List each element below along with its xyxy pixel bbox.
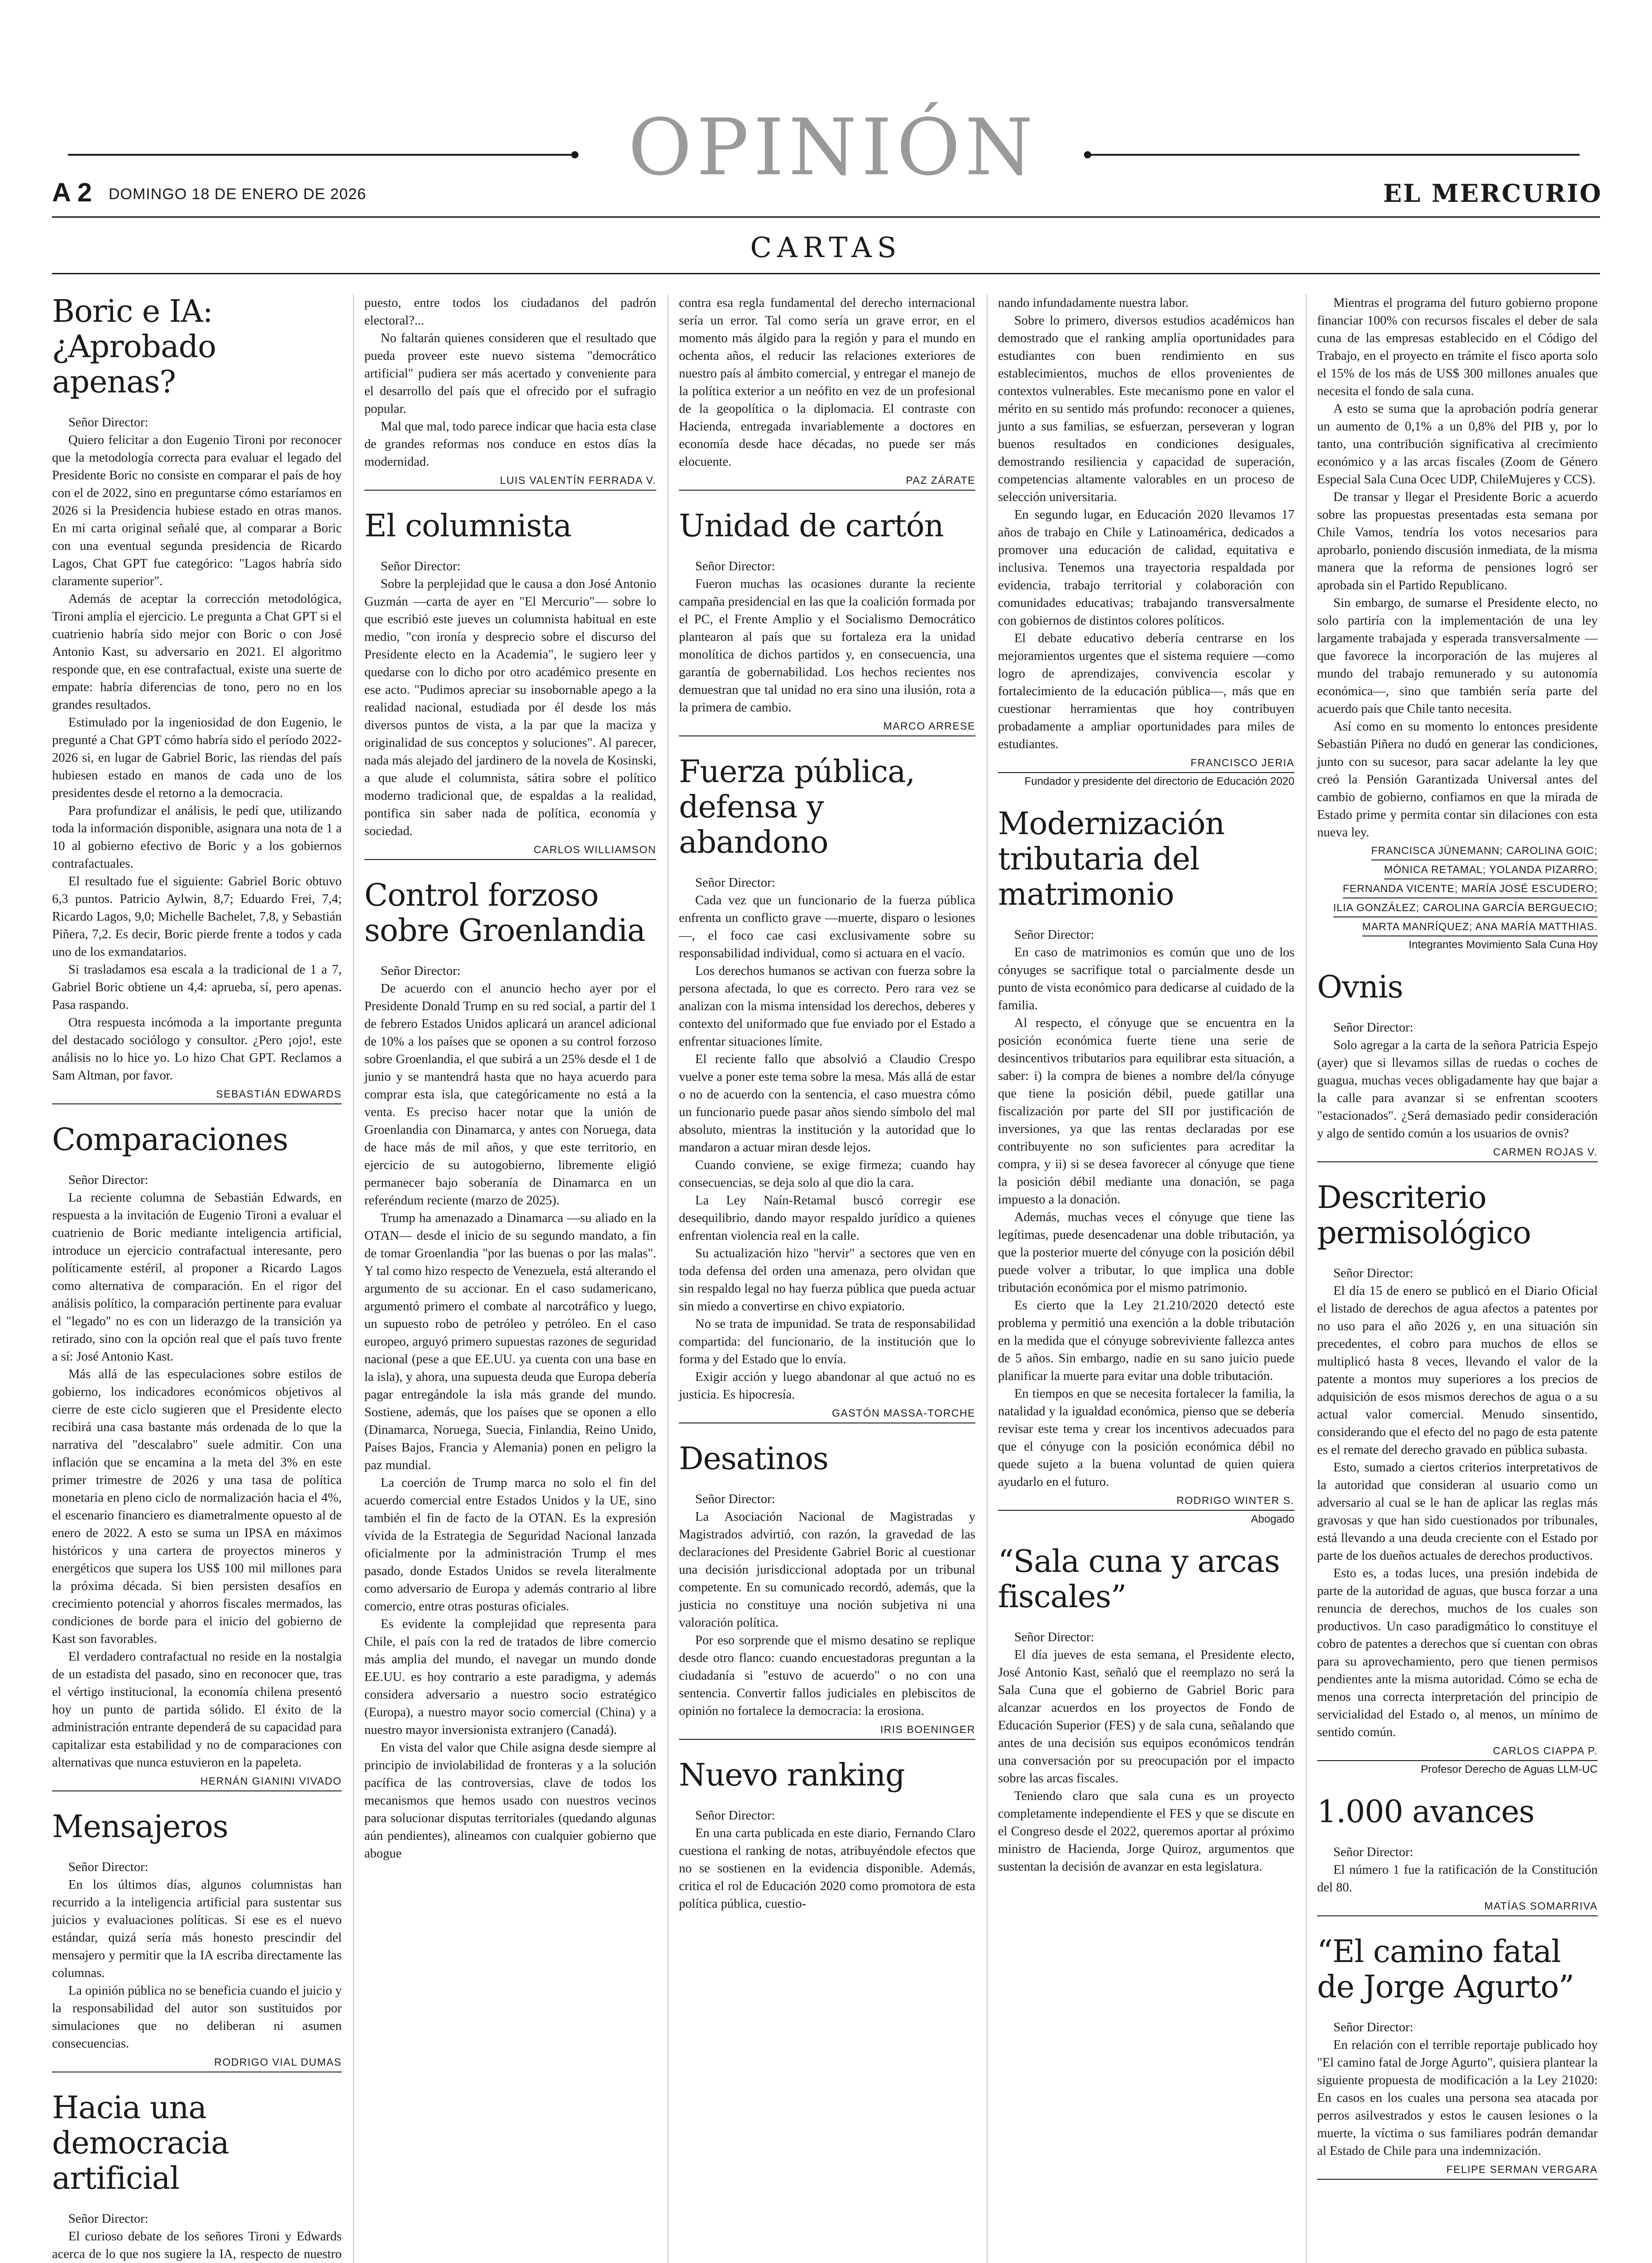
letter-paragraph: Teniendo claro que sala cuna es un proyecto completamente independiente el FES y que se discute en el Congreso desde el 2022, queremos aportar al próximo ministro de Hacienda, Jorge Quiroz, argumentos que sustentan la decisión de avanzar en esta legislatura. <box>998 1789 1294 1874</box>
signers-list <box>1317 841 1598 936</box>
letter-paragraph: Estimulado por la ingeniosidad de don Eugenio, le pregunté a Chat GPT cómo habría sido el período 2022-2026 si, en lugar de Gabriel Boric, las riendas del país hubiesen estado en manos de cada uno de los presidentes desde el retorno a la democracia. <box>52 716 342 800</box>
letter-paragraph: El día 15 de enero se publicó en el Diario Oficial el listado de derechos de agua afectos a patentes por no uso para el año 2026 y, en una situación sin precedentes, el cobro para muchos de ellos se multiplicó hasta 8 veces, llevando el valor de la patente a montos muy superiores a los precios de adquisición de esos mismos derechos de agua o a su actual valor comercial. Menudo sinsentido, considerando que el efecto del no pago de esta patente es el remate del derecho gravado en pública subasta. <box>1317 1284 1598 1457</box>
letter-paragraph: Para profundizar el análisis, le pedí que, utilizando toda la información disponible, asignara una nota de 1 a 10 al gobierno efectivo de Boric y a los gobiernos contrafactuales. <box>52 804 342 871</box>
letter-paragraph: En tiempos en que se necesita fortalecer la familia, la natalidad y la igualdad económica, pienso que se debería revisar este tema y crear los incentivos adecuados para que el cónyuge con la posición económica débil no quede sujeto a la buena voluntad de quien quiera ayudarlo en el futuro. <box>998 1387 1294 1489</box>
letter-paragraph: De acuerdo con el anuncio hecho ayer por el Presidente Donald Trump en su red social, a partir del 1 de febrero Estados Unidos aplicará un arancel adicional de 10% a los países que se oponen a su control forzoso sobre Groenlandia, el que subirá a un 25% desde el 1 de junio y se mantendrá hasta que no haya acuerdo para comprar esta isla, que categóricamente no está a la venta. Es preciso hacer notar que la unión de Groenlandia con Dinamarca, y antes con Noruega, data de hace más de mil años, y que este territorio, en ejercicio de su autogobierno, libremente eligió permanecer bajo soberanía de Dinamarca en un referéndum reciente (marzo de 2025). <box>364 982 656 1208</box>
letter-paragraph: El curioso debate de los señores Tironi y Edwards acerca de lo que nos sugiere la IA, respecto de nuestro <box>52 2230 342 2261</box>
salutation: Señor Director: <box>68 1860 148 1874</box>
letter-signature: RODRIGO WINTER S. <box>998 1494 1294 1511</box>
column-3 <box>679 294 975 1913</box>
masthead-rule-left <box>68 154 575 156</box>
letter-paragraph: A esto se suma que la aprobación podría generar un aumento de 0,1% a un 0,8% del PIB y, por lo tanto, una contribución significativa al crecimiento económico y a las arcas fiscales (Zoom de Género Especial Sala Cuna Ocec UDP, ChileMujeres y CCS). <box>1317 402 1598 487</box>
letter-continuation <box>364 294 656 491</box>
letter-paragraph: El número 1 fue la ratificación de la Constitución del 80. <box>1317 1863 1598 1895</box>
letter-paragraph: Los derechos humanos se activan con fuerza sobre la persona afectada, lo que es correcto. Pero rara vez se analizan con la misma intensidad los derechos, deberes y contexto del uniformado que fue enviado por el Estado a enfrentar situaciones límite. <box>679 964 975 1049</box>
letter-paragraph: Por eso sorprende que el mismo desatino se replique desde otro flanco: cuando encuestadoras preguntan a la ciudadanía si "estuvo de acuerdo" o no con una sentencia. Convertir fallos judiciales en plebiscitos de opinión no fortalece la democracia: la erosiona. <box>679 1633 975 1718</box>
letter-paragraph: Solo agregar a la carta de la señora Patricia Espejo (ayer) que si llevamos sillas de ruedas o coches de guagua, muchas veces obligadamente hay que bajar a la calle para avanzar si se enfrentan scooters "estacionados". ¿Será demasiado pedir consideración y algo de sentido común a los usuarios de ovnis? <box>1317 1038 1598 1141</box>
letter-paragraph: El día jueves de esta semana, el Presidente electo, José Antonio Kast, señaló que el reemplazo no será la Sala Cuna que el gobierno de Gabriel Boric para alcanzar acuerdos en los proyectos de Fondo de Educación Superior (FES) y de sala cuna, señalando que antes de una decisión sus equipos económicos tendrán una conversación por su preocupación por el impacto sobre las arcas fiscales. <box>998 1648 1294 1786</box>
letter-paragraph: La opinión pública no se beneficia cuando el juicio y la responsabilidad del autor son sustituidos por simulaciones que no deliberan ni asumen consecuencias. <box>52 1984 342 2051</box>
header-rule-top <box>52 216 1600 218</box>
salutation: Señor Director: <box>68 415 148 430</box>
letter-continuation <box>679 294 975 491</box>
letter-paragraph: Sobre lo primero, diversos estudios académicos han demostrado que el ranking amplía oportunidades para estudiantes con buen rendimiento en sus establecimientos, muchos de ellos provenientes de contextos vulnerables. Este mecanismo pone en valor el mérito en su sentido más profundo: reconocer a quienes, junto a sus familias, se esfuerzan, perseveran y logran buenos resultados en condiciones desiguales, demostrando resiliencia y capacidad de superación, competencias altamente valorables en un proceso de selección universitaria. <box>998 314 1294 504</box>
salutation: Señor Director: <box>1333 1845 1413 1859</box>
letter <box>679 1758 975 1913</box>
letter <box>52 1122 342 1791</box>
letter-paragraph: Mientras el programa del futuro gobierno propone financiar 100% con recursos fiscales el deber de sala cuna de las empresas establecido en el Código del Trabajo, en el proyecto en trámite el fisco aporta solo el 15% de los más de US$ 300 millones anuales que necesita el fondo de sala cuna. <box>1317 296 1598 398</box>
letter-paragraph: No faltarán quienes consideren que el resultado que pueda proveer este nuevo sistema "democrático artificial" pudiera ser más acertado y conveniente para el desarrollo del país que el ofrecido por el sufragio popular. <box>364 331 656 416</box>
letter-title: Nuevo ranking <box>679 1757 905 1793</box>
letter-signature: PAZ ZÁRATE <box>679 473 975 491</box>
letter-title: Descriterio permisológico <box>1317 1180 1531 1251</box>
letter-paragraph: En relación con el terrible reportaje publicado hoy "El camino fatal de Jorge Agurto", quisiera plantear la siguiente propuesta de modificación a la Ley 21020: En casos en los cuales una persona sea atacada por perros asilvestrados y estos le causen lesiones o la muerte, la víctima o sus familiares podrán demandar al Estado de Chile para una indemnización. <box>1317 2038 1598 2158</box>
letter-paragraph: Más allá de las especulaciones sobre estilos de gobierno, los indicadores económicos objetivos al cierre de este ciclo sugieren que el Presidente electo recibirá una casa bastante más ordenada de lo que la narrativa del "descalabro" suele admitir. Con una inflación que se encamina a la meta del 3% en este primer trimestre de 2026 y una tasa de política monetaria en pleno ciclo de normalización hacia el 4%, el escenario financiero es diametralmente opuesto al de enero de 2022. A esto se suma un IPSA en máximos históricos y una cartera de proyectos mineros y energéticos que supera los US$ 100 mil millones para la próxima década. Si bien persisten desafíos en crecimiento potencial y ahorros fiscales mermados, las condiciones de borde para el inicio del gobierno de Kast son favorables. <box>52 1367 342 1646</box>
salutation: Señor Director: <box>1333 2020 1413 2034</box>
letter-paragraph: De transar y llegar el Presidente Boric a acuerdo sobre las propuestas presentadas esta semana por Chile Vamos, tendría los votos necesarios para aprobarlo, poniendo discusión inmediata, de la misma manera que la reforma de pensiones logró ser aprobada sin el Partido Republicano. <box>1317 490 1598 592</box>
letter-paragraph: El verdadero contrafactual no reside en la nostalgia de un estadista del pasado, sino en reconocer que, tras el vértigo institucional, la economía chilena presentó hoy un punto de partida sólido. El éxito de la administración entrante dependerá de su capacidad para capitalizar esta estabilidad y no de comparaciones con alternativas que nunca estuvieron en la papeleta. <box>52 1650 342 1770</box>
letter-paragraph: Mal que mal, todo parece indicar que hacia esta clase de grandes reformas nos conduce en estos días la modernidad. <box>364 420 656 469</box>
letter-paragraph: Quiero felicitar a don Eugenio Tironi por reconocer que la metodología correcta para evaluar el legado del Presidente Boric no consiste en comparar el país de hoy con el de 2022, sino en preguntarse cómo estaríamos en 2026 si la Presidencia hubiese estado en otras manos. En mi carta original señalé que, al comparar a Boric con una eventual segunda presidencia de Ricardo Lagos, Chat GPT fue categórico: "Lagos habría sido claramente superior". <box>52 433 342 588</box>
letter-paragraph: En una carta publicada en este diario, Fernando Claro cuestiona el ranking de notas, atribuyéndole efectos que no se sostienen en la evidencia disponible. Además, critica el rol de Educación 2020 como promotora de esta política pública, cuestio- <box>679 1826 975 1911</box>
page-number: A 2 <box>52 178 92 207</box>
letter-paragraph: En vista del valor que Chile asigna desde siempre al principio de inviolabilidad de fronteras y a la solución pacífica de las controversias, clave de todos los mecanismos que hemos usado con nuestros vecinos para solucionar disputas territoriales (quedando algunas aún pendientes), alineamos con cualquier gobierno que abogue <box>364 1741 656 1861</box>
salutation: Señor Director: <box>381 559 461 573</box>
letter <box>679 509 975 736</box>
letter-paragraph: En segundo lugar, en Educación 2020 llevamos 17 años de trabajo en Chile y Latinoamérica, dedicados a promover una educación de calidad, equitativa e inclusiva. Tenemos una trayectoria respaldada por evidencia, trabajo territorial y colaboración con comunidades educativas; trabajando transversalmente con gobiernos de distintos colores políticos. <box>998 508 1294 628</box>
letter-paragraph: nando infundadamente nuestra labor. <box>998 296 1189 310</box>
letter-paragraph: No se trata de impunidad. Se trata de responsabilidad compartida: del funcionario, de la institución que lo forma y del Estado que lo envía. <box>679 1317 975 1366</box>
letter-paragraph: Esto es, a todas luces, una presión indebida de parte de la autoridad de aguas, que busca forzar a una renuncia de derechos, muchos de los cuales son productivos. Un caso paradigmático lo constituye el cobro de patentes a derechos que sí cuentan con obras para su aprovechamiento, pero que tienen permisos pendientes ante la misma autoridad. Cómo se echa de menos una correcta interpretación del principio de servicialidad del Estado o, al menos, un mínimo de sentido común. <box>1317 1566 1598 1739</box>
letter <box>52 1809 342 2072</box>
column-2 <box>364 294 656 1862</box>
letter <box>679 1442 975 1740</box>
letter <box>364 509 656 860</box>
salutation: Señor Director: <box>68 2212 148 2226</box>
letter-paragraph: La coerción de Trump marca no solo el fin del acuerdo comercial entre Estados Unidos y la UE, sino también el fin de facto de la OTAN. Es la expresión vívida de la Estrategia de Seguridad Nacional lanzada oficialmente por la administración Trump el mes pasado, donde Estados Unidos se revela literalmente como adversario de Europa y además contrario al libre comercio, entre otras posturas oficiales. <box>364 1476 656 1614</box>
letter-title: Modernización tributaria del matrimonio <box>998 806 1225 912</box>
letter-paragraph: Esto, sumado a ciertos criterios interpretativos de la autoridad que consideran al usuario como un adversario al cual se le han de aplicar las reglas más gravosas y que han sido cuestionados por tribunales, está llevando a una deuda creciente con el Estado por parte de los dueños actuales de derechos productivos. <box>1317 1461 1598 1563</box>
letter <box>1317 1795 1598 1916</box>
letter-paragraph: Exigir acción y luego abandonar al que actuó no es justicia. Es hipocresía. <box>679 1370 975 1402</box>
letter-title: “Sala cuna y arcas fiscales” <box>998 1544 1280 1615</box>
letter-signature: FRANCISCO JERIA <box>998 756 1294 773</box>
signer-line: ILIA GONZÁLEZ; CAROLINA GARCÍA BERGUECIO; <box>1333 898 1598 917</box>
letter-paragraph: Trump ha amenazado a Dinamarca —su aliado en la OTAN— desde el inicio de su segundo mandato, a fin de tomar Groenlandia "por las buenas o por las malas". Y tal como hizo respecto de Venezuela, está alterando el argumento de su accionar. En el caso sudamericano, argumentó primero el combate al narcotráfico y luego, un supuesto robo de petróleo y petróleo. En el caso europeo, arguyó primero supuestas razones de seguridad nacional (pese a que EE.UU. ya cuenta con una base en la isla), y ahora, una supuesta deuda que Europa debería pagar entregándole la isla más grande del mundo. Sostiene, además, que los países que se oponen a ello (Dinamarca, Noruega, Suecia, Finlandia, Reino Unido, Países Bajos, Francia y Alemania) ponen en peligro la paz mundial. <box>364 1211 656 1472</box>
salutation: Señor Director: <box>1333 1266 1413 1280</box>
signer-line: MÓNICA RETAMAL; YOLANDA PIZARRO; <box>1384 860 1598 879</box>
masthead-rule-right <box>1086 154 1580 156</box>
signer-affiliation: Fundador y presidente del directorio de Educación 2020 <box>1024 775 1294 788</box>
letter-signature: LUIS VALENTÍN FERRADA V. <box>364 473 656 491</box>
letter-paragraph: Fueron muchas las ocasiones durante la reciente campaña presidencial en las que la coalición formada por el PC, el Frente Amplio y el Socialismo Democrático plantearon al país que su fortaleza era la unidad monolítica de dichos partidos y, en consecuencia, una garantía de gobernabilidad. Los hechos recientes nos demuestran que tal unidad no era sino una ilusión, rota a la primera de cambio. <box>679 577 975 715</box>
column-4 <box>998 294 1294 1876</box>
letter-paragraph: El debate educativo debería centrarse en los mejoramientos urgentes que el sistema requiere —como logro de aprendizajes, convivencia escolar y fortalecimiento de la educación pública—, más que en cuestionar herramientas que hoy contribuyen probadamente a ampliar oportunidades para miles de estudiantes. <box>998 631 1294 751</box>
column-5 <box>1317 294 1598 2180</box>
letter-title: 1.000 avances <box>1317 1794 1534 1830</box>
letter-paragraph: El reciente fallo que absolvió a Claudio Crespo vuelve a poner este tema sobre la mesa. Más allá de estar o no de acuerdo con la sentencia, el caso muestra cómo un funcionario puede pasar años siendo símbolo del mal absoluto, mientras la institución y la autoridad que lo mandaron a actuar miran desde lejos. <box>679 1052 975 1155</box>
letter-paragraph: Otra respuesta incómoda a la importante pregunta del destacado sociólogo y consultor. ¿Pero ¡ojo!, este análisis no lo hice yo. Lo hizo Chat GPT. Reclamos a Sam Altman, por favor. <box>52 1016 342 1083</box>
subsection-title: CARTAS <box>750 231 902 264</box>
newspaper-name: EL MERCURIO <box>1383 179 1602 208</box>
signer-affiliation: Abogado <box>1251 1513 1294 1525</box>
signer-affiliation: Integrantes Movimiento Sala Cuna Hoy <box>1408 939 1598 951</box>
signer-line: FRANCISCA JÜNEMANN; CAROLINA GOIC; <box>1371 841 1598 860</box>
salutation: Señor Director: <box>695 876 775 890</box>
column-divider <box>1306 294 1307 2263</box>
letter-signature: HERNÁN GIANINI VIVADO <box>52 1774 342 1791</box>
section-title: OPINIÓN <box>628 102 1038 193</box>
salutation: Señor Director: <box>381 964 461 978</box>
letter-signature: MATÍAS SOMARRIVA <box>1317 1899 1598 1916</box>
letter-paragraph: Además, muchas veces el cónyuge que tiene las legítimas, puede desencadenar una doble tributación, ya que la posterior muerte del cónyuge con la posición débil puede volver a tributar, lo que implica una doble tributación económica por el mismo patrimonio. <box>998 1210 1294 1295</box>
header-rule-bottom <box>52 273 1600 274</box>
letter-signature: FELIPE SERMAN VERGARA <box>1317 2163 1598 2180</box>
letter-title: Unidad de cartón <box>679 508 944 544</box>
letter-paragraph: Cuando conviene, se exige firmeza; cuando hay consecuencias, se deja solo al que dio la cara. <box>679 1158 975 1190</box>
salutation: Señor Director: <box>695 559 775 573</box>
letter-paragraph: Al respecto, el cónyuge que se encuentra en la posición económica fuerte tiene una serie de desincentivos tributarios para equilibrar esta situación, a saber: i) la compra de bienes a nombre del/la cónyuge que tiene la posición débil, puede gatillar una fiscalización por parte del SII por justificación de inversiones, ya que las rentas declaradas por ese contribuyente no son suficientes para acreditar la compra, y ii) si se desea favorecer al cónyuge que tiene la posición débil mediante una donación, se paga impuesto a la donación. <box>998 1016 1294 1207</box>
letter-paragraph: contra esa regla fundamental del derecho internacional sería un error. Tal como sería un grave error, en el momento más álgido para la región y para el mundo en ochenta años, el reducir las relaciones exteriores de nuestro país al ámbito comercial, y entregar el manejo de la política exterior a un neófito en vez de un profesional de la geopolítica o la diplomacia. El contraste con Hacienda, entregada invariablemente a doctores en economía desde hace décadas, no puede ser más elocuente. <box>679 296 975 469</box>
letter-paragraph: La Asociación Nacional de Magistradas y Magistrados advirtió, con razón, la gravedad de las declaraciones del Presidente Gabriel Boric al cuestionar una decisión jurisdiccional adoptada por un tribunal competente. En su comunicado recordó, además, que la justicia no constituye una noción subjetiva ni una valoración política. <box>679 1510 975 1630</box>
letter-paragraph: Sin embargo, de sumarse el Presidente electo, no solo partiría con la implementación de una ley largamente trabajada y esperada transversalmente —que favorece la incorporación de las mujeres al mundo del trabajo remunerado y su autonomía económica—, sino que también sería parte del acuerdo país que Chile tanto necesita. <box>1317 596 1598 716</box>
letter <box>1317 970 1598 1162</box>
salutation: Señor Director: <box>1014 928 1094 942</box>
letter-signature: MARCO ARRESE <box>679 719 975 736</box>
letter-paragraph: En caso de matrimonios es común que uno de los cónyuges se sacrifique total o parcialmente desde un punto de vista económico para dedicarse al cuidado de la familia. <box>998 945 1294 1012</box>
salutation: Señor Director: <box>68 1173 148 1187</box>
letter-continuation <box>998 294 1294 788</box>
letter-paragraph: Además de aceptar la corrección metodológica, Tironi amplía el ejercicio. Le pregunta a Chat GPT si el cuatrienio habría sido mejor con Boric o con José Antonio Kast, su adversario en 2021. El algoritmo responde que, en ese contrafactual, existe una suerte de empate: habría diferencias de tono, pero no en los grandes resultados. <box>52 592 342 712</box>
salutation: Señor Director: <box>695 1809 775 1823</box>
masthead-dot-left <box>571 151 578 158</box>
letter <box>998 1544 1294 1876</box>
letter-paragraph: La reciente columna de Sebastián Edwards, en respuesta a la invitación de Eugenio Tironi a evaluar el cuatrienio de Boric mediante inteligencia artificial, introduce un ejercicio contrafactual interesante, pero políticamente estéril, al proponer a Ricardo Lagos como alternativa de comparación. En el rigor del análisis político, la comparación pertinente para evaluar el "legado" no es con un liderazgo de la transición ya retirado, sino con la opción real que el país tuvo frente a sí: José Antonio Kast. <box>52 1191 342 1364</box>
letter-title: Boric e IA: ¿Aprobado apenas? <box>52 294 216 400</box>
letter-signature: RODRIGO VIAL DUMAS <box>52 2055 342 2072</box>
letter <box>998 807 1294 1526</box>
salutation: Señor Director: <box>695 1492 775 1506</box>
letter <box>679 754 975 1423</box>
letter-signature: SEBASTIÁN EDWARDS <box>52 1087 342 1104</box>
letter-paragraph: El resultado fue el siguiente: Gabriel Boric obtuvo 6,3 puntos. Patricio Aylwin, 8,7; Eduardo Frei, 7,4; Ricardo Lagos, 9,0; Michelle Bachelet, 7,8, y Sebastián Piñera, 7,2. Es decir, Boric pierde frente a todos y cada uno de los exmandatarios. <box>52 874 342 959</box>
letter-signature: CARLOS WILLIAMSON <box>364 843 656 860</box>
letter-title: Ovnis <box>1317 969 1403 1005</box>
letter <box>52 294 342 1104</box>
letter-paragraph: puesto, entre todos los ciudadanos del padrón electoral?... <box>364 296 656 328</box>
letter-paragraph: Así como en su momento lo entonces presidente Sebastián Piñera no dudó en generar las condiciones, junto con su sucesor, para sacar adelante la ley que creó la Pensión Garantizada Universal antes del cambio de gobierno, confiamos en que la mirada de Estado prime y permita contar sin dilaciones con esta nueva ley. <box>1317 720 1598 840</box>
letter-paragraph: Es evidente la complejidad que representa para Chile, el país con la red de tratados de libre comercio más amplia del mundo, el navegar un mundo donde EE.UU. es hoy contrario a este paradigma, y además considera adversario a nuestro socio estratégico (Europa), a nuestro mayor socio comercial (China) y a nuestro mayor inversionista extranjero (Canadá). <box>364 1617 656 1737</box>
edition-date: DOMINGO 18 DE ENERO DE 2026 <box>109 186 367 203</box>
salutation: Señor Director: <box>1014 1630 1094 1644</box>
letter-signature: IRIS BOENINGER <box>679 1723 975 1740</box>
letter-title: Mensajeros <box>52 1809 228 1845</box>
letter-title: Control forzoso sobre Groenlandia <box>364 878 645 949</box>
signer-line: MARTA MANRÍQUEZ; ANA MARÍA MATTHIAS. <box>1362 917 1598 936</box>
letter-paragraph: Sobre la perplejidad que le causa a don José Antonio Guzmán —carta de ayer en "El Mercurio"— sobre lo que escribió este jueves un columnista habitual en este medio, "con ironía y desprecio sobre el discurso del Presidente electo en la Academia", le sugiero leer y quedarse con lo dicho por otro académico presente en ese acto. "Pudimos apreciar su insobornable apego a la realidad nacional, estudiada por él desde los más diversos puntos de vista, a la par que la maciza y originalidad de sus conceptos y soluciones". Al parecer, nada más alejado del jardinero de la novela de Kosinski, a que alude el columnista, sátira sobre el político moderno tradicional que, de espaldas a la realidad, pontifica sin saber nada de política, economía y sociedad. <box>364 577 656 838</box>
column-divider <box>987 294 988 2263</box>
letter-title: “El camino fatal de Jorge Agurto” <box>1317 1934 1574 2005</box>
column-divider <box>353 294 354 2263</box>
letter <box>364 878 656 1862</box>
signer-affiliation: Profesor Derecho de Aguas LLM-UC <box>1421 1763 1598 1776</box>
letter-signature: GASTÓN MASSA-TORCHE <box>679 1406 975 1423</box>
letter-signature: CARMEN ROJAS V. <box>1317 1145 1598 1162</box>
letter-paragraph: En los últimos días, algunos columnistas han recurrido a la inteligencia artificial para sustentar sus juicios y evaluaciones políticas. Si ese es el nuevo estándar, quizá sería más honesto prescindir del mensajero y permitir que la IA escriba directamente las columnas. <box>52 1878 342 1980</box>
column-1 <box>52 294 342 2263</box>
letter-paragraph: Cada vez que un funcionario de la fuerza pública enfrenta un conflicto grave —muerte, disparo o lesiones—, el foco cae casi exclusivamente sobre su responsabilidad individual, como si actuara en el vacío. <box>679 893 975 960</box>
letter <box>1317 1934 1598 2180</box>
letter-paragraph: Si trasladamos esa escala a la tradicional de 1 a 7, Gabriel Boric obtiene un 4,4: aprueba, sí, pero apenas. Pasa raspando. <box>52 963 342 1012</box>
letter-title: Fuerza pública, defensa y abandono <box>679 754 915 860</box>
letter-signature: CARLOS CIAPPA P. <box>1317 1744 1598 1761</box>
letter-paragraph: La Ley Naín-Retamal buscó corregir ese desequilibrio, dando mayor respaldo jurídico a quienes enfrentan violencia real en la calle. <box>679 1194 975 1243</box>
letter-title: Hacia una democracia artificial <box>52 2090 229 2196</box>
salutation: Señor Director: <box>1333 1021 1413 1035</box>
letter-paragraph: Su actualización hizo "hervir" a sectores que ven en toda defensa del orden una amenaza, pero olvidan que sin respaldo legal no hay fuerza pública que pueda actuar sin miedo a convertirse en chivo expiatorio. <box>679 1246 975 1313</box>
letter <box>1317 1180 1598 1776</box>
letter-continuation <box>1317 294 1598 952</box>
letter-title: El columnista <box>364 508 572 544</box>
letter-paragraph: Es cierto que la Ley 21.210/2020 detectó este problema y permitió una exención a la doble tributación en la medida que el cónyuge sobreviviente fallezca antes de 5 años. Sin embargo, nadie en su sano juicio puede planificar la muerte para evitar una doble tributación. <box>998 1299 1294 1383</box>
letter <box>52 2091 342 2263</box>
letter-title: Comparaciones <box>52 1122 288 1158</box>
letter-title: Desatinos <box>679 1441 828 1477</box>
signer-line: FERNANDA VICENTE; MARÍA JOSÉ ESCUDERO; <box>1343 879 1598 898</box>
